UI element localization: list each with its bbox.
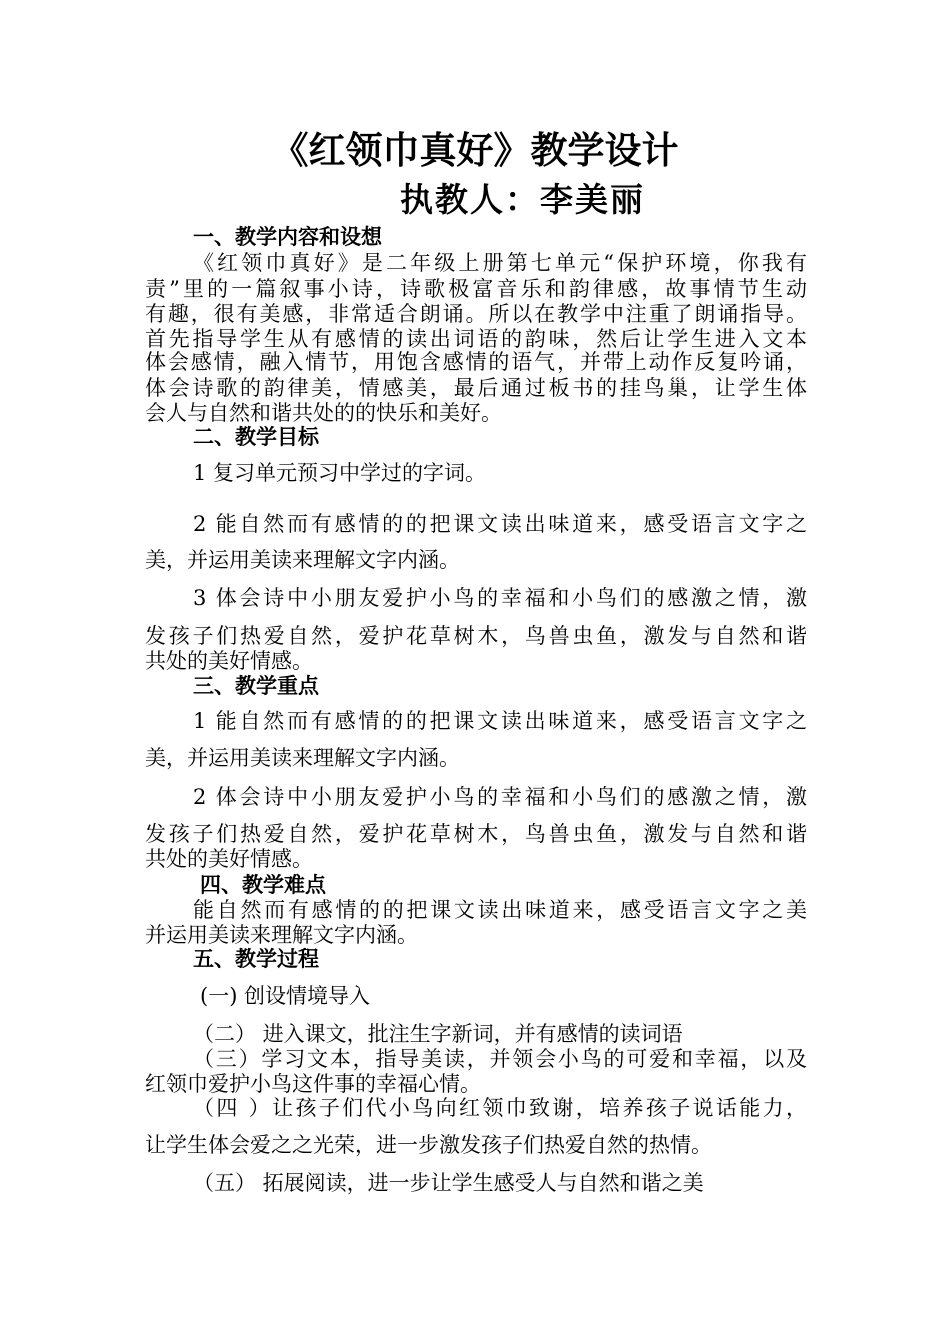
paragraph-line: 《红领巾真好》是二年级上册第七单元“保护环境，你我有: [193, 251, 807, 275]
paragraph-line: 并运用美读来理解文字内涵。: [145, 923, 418, 947]
section-heading-difficulties: 四、教学难点: [200, 872, 326, 897]
paragraph-line: （四 ）让孩子们代小鸟向红领巾致谢，培养孩子说话能力，: [193, 1096, 807, 1120]
paragraph-line: 1 复习单元预习中学过的字词。: [193, 461, 487, 485]
paragraph-line: 共处的美好情感。: [145, 847, 313, 871]
paragraph-line: 2 能自然而有感情的的把课文读出味道来，感受语言文字之: [193, 512, 807, 536]
paragraph-line: 体会诗歌的韵律美，情感美，最后通过板书的挂鸟巢，让学生体: [145, 376, 807, 400]
section-heading-process: 五、教学过程: [193, 946, 319, 971]
paragraph-line: （二） 进入课文，批注生字新词，并有感情的读词语: [193, 1022, 683, 1046]
paragraph-line: 1 能自然而有感情的的把课文读出味道来，感受语言文字之: [193, 709, 807, 733]
paragraph-line: 会人与自然和谐共处的的快乐和美好。: [145, 401, 502, 425]
section-heading-objectives: 二、教学目标: [193, 424, 319, 449]
paragraph-line: 让学生体会爱之之光荣，进一步激发孩子们热爱自然的热情。: [145, 1133, 712, 1157]
paragraph-line: （三）学习文本，指导美读，并领会小鸟的可爱和幸福，以及: [193, 1047, 807, 1071]
paragraph-line: 责”里的一篇叙事小诗，诗歌极富音乐和韵律感，故事情节生动: [145, 277, 807, 301]
paragraph-line: (一) 创设情境导入: [200, 984, 371, 1008]
document-title: 《红领巾真好》教学设计: [271, 128, 679, 172]
paragraph-line: 有趣，很有美感，非常适合朗诵。所以在教学中注重了朗诵指导。: [145, 302, 807, 326]
document-author: 执教人：李美丽: [400, 180, 645, 219]
paragraph-line: 首先指导学生从有感情的读出词语的韵味，然后让学生进入文本: [145, 327, 807, 351]
paragraph-line: 体会感情，融入情节，用饱含感情的语气，并带上动作反复吟诵，: [145, 350, 807, 374]
paragraph-line: 能自然而有感情的的把课文读出味道来，感受语言文字之美: [193, 898, 807, 922]
paragraph-line: （五） 拓展阅读，进一步让学生感受人与自然和谐之美: [193, 1171, 704, 1195]
section-heading-key-points: 三、教学重点: [193, 673, 319, 698]
paragraph-line: 发孩子们热爱自然，爱护花草树木，鸟兽虫鱼，激发与自然和谐: [145, 822, 807, 846]
paragraph-line: 美，并运用美读来理解文字内涵。: [145, 548, 460, 572]
paragraph-line: 3 体会诗中小朋友爱护小鸟的幸福和小鸟们的感激之情，激: [193, 586, 807, 610]
paragraph-line: 发孩子们热爱自然，爱护花草树木，鸟兽虫鱼，激发与自然和谐: [145, 624, 807, 648]
paragraph-line: 红领巾爱护小鸟这件事的幸福心情。: [145, 1072, 481, 1096]
paragraph-line: 共处的美好情感。: [145, 649, 313, 673]
section-heading-content: 一、教学内容和设想: [193, 224, 382, 249]
paragraph-line: 美，并运用美读来理解文字内涵。: [145, 746, 460, 770]
paragraph-line: 2 体会诗中小朋友爱护小鸟的幸福和小鸟们的感激之情，激: [193, 785, 807, 809]
